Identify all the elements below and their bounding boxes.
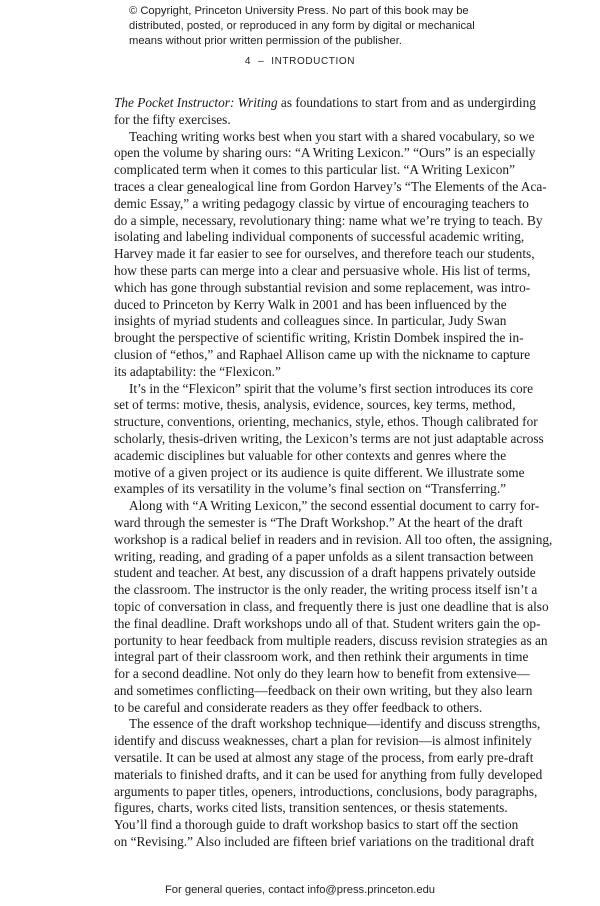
text-line: writing, reading, and grading of a paper unfolds as a silent transaction between	[114, 548, 534, 564]
text-line: You’ll find a thorough guide to draft workshop basics to start off the section	[114, 817, 519, 833]
copyright-notice	[129, 4, 474, 49]
text-line: motive of a given project or its audience is quite different. We illustrate some	[114, 464, 525, 480]
text-line: do a simple, necessary, revolutionary thing: name what we’re trying to teach. By	[114, 212, 543, 228]
text-line: to be careful and considerate readers as they offer feedback to others.	[114, 699, 483, 715]
copyright-line: means without prior written permission of the publisher.	[129, 35, 402, 47]
paragraph-3	[114, 380, 544, 499]
text-line: figures, charts, works cited lists, transition sentences, or thesis statements.	[114, 800, 508, 816]
text-line: isolating and labeling individual components of successful academic writing,	[114, 229, 525, 245]
copyright-line: distributed, posted, or reproduced in any form by digital or mechanical	[129, 20, 475, 32]
running-head	[0, 56, 600, 67]
paragraph-4	[114, 498, 553, 716]
text-line: traces a clear genealogical line from Gordon Harvey’s “The Elements of the Aca-	[114, 178, 547, 194]
text-line: complicated term when it comes to this particular list. “A Writing Lexicon”	[114, 162, 515, 178]
text-line: identify and discuss weaknesses, chart a plan for revision—is almost infinitely	[114, 733, 532, 749]
running-head-separator: –	[258, 56, 265, 67]
text-line: on “Revising.” Also included are fifteen brief variations on the traditional draft	[114, 834, 535, 850]
text-line: versatile. It can be used at almost any stage of the process, from early pre-draft	[114, 750, 534, 766]
paragraph-1	[114, 95, 536, 129]
text-line: scholarly, thesis-driven writing, the Lexicon’s terms are not just adaptable across	[114, 430, 544, 446]
text-line: for a second deadline. Not only do they learn how to benefit from extensive—	[114, 666, 530, 682]
text-line: Teaching writing works best when you start with a shared vocabulary, so we	[129, 128, 535, 144]
text-line: ward through the semester is “The Draft Workshop.” At the heart of the draft	[114, 514, 523, 530]
text-line: clusion of “ethos,” and Raphael Allison came up with the nickname to capture	[114, 346, 531, 362]
text-line: the final deadline. Draft workshops undo all of that. Student writers gain the op-	[114, 615, 541, 631]
text-line: the classroom. The instructor is the only reader, the writing process itself isn’t a	[114, 582, 538, 598]
text-line: Harvey made it far easier to see for ourselves, and therefore teach our students,	[114, 246, 535, 262]
paragraph-2	[114, 128, 547, 381]
text-line: which has gone through substantial revision and some replacement, was intro-	[114, 279, 531, 295]
page-number: 4	[244, 56, 252, 67]
copyright-line: © Copyright, Princeton University Press. No part of this book may be	[129, 5, 469, 17]
text-line: duced to Princeton by Kerry Walk in 2001 and has been influenced by the	[114, 296, 507, 312]
text-line: arguments to paper titles, openers, introductions, conclusions, body paragraphs,	[114, 783, 538, 799]
text-line: It’s in the “Flexicon” spirit that the volume’s first section introduces its core	[129, 380, 533, 396]
text-line: integral part of their classroom work, and then rethink their arguments in time	[114, 649, 529, 665]
text-line: materials to finished drafts, and it can be used for anything from fully developed	[114, 766, 543, 782]
text-line: The essence of the draft workshop technique—identify and discuss strengths,	[129, 716, 541, 732]
text-span: as foundations to start from and as undergirding	[277, 95, 536, 110]
text-line: portunity to hear feedback from multiple readers, discuss revision strategies as an	[114, 632, 548, 648]
body-text	[114, 95, 553, 851]
book-title: The Pocket Instructor: Writing	[114, 95, 278, 110]
text-line: student and teacher. At best, any discussion of a draft happens privately outside	[114, 565, 536, 581]
text-line: examples of its versatility in the volume’s final section on “Transferring.”	[114, 481, 507, 497]
text-line: academic disciplines but valuable for other contexts and genres where the	[114, 447, 507, 463]
text-line: Along with “A Writing Lexicon,” the second essential document to carry for-	[129, 498, 540, 514]
text-line: its adaptability: the “Flexicon.”	[114, 363, 281, 379]
text-line: insights of myriad students and colleagues since. In particular, Judy Swan	[114, 313, 507, 329]
section-title: INTRODUCTION	[271, 56, 356, 67]
text-line: structure, conventions, orienting, mechanics, style, ethos. Though calibrated for	[114, 414, 538, 430]
text-line: topic of conversation in class, and frequently there is just one deadline that is also	[114, 598, 549, 614]
text-line: brought the perspective of scientific writing, Kristin Dombek inspired the in-	[114, 330, 524, 346]
text-line: open the volume by sharing ours: “A Writing Lexicon.” “Ours” is an especially	[114, 145, 536, 161]
text-line: for the fifty exercises.	[114, 111, 231, 127]
text-line: and sometimes conflicting—feedback on their own writing, but they also learn	[114, 682, 533, 698]
text-line: set of terms: motive, thesis, analysis, evidence, sources, key terms, method,	[114, 397, 516, 413]
text-line: workshop is a radical belief in readers and in revision. All too often, the assigning,	[114, 531, 553, 547]
text-line: demic Essay,” a writing pedagogy classic by virtue of encouraging teachers to	[114, 195, 529, 211]
text-line	[114, 95, 536, 112]
page-footer: For general queries, contact info@press.princeton.edu	[164, 884, 436, 896]
text-line: how these parts can merge into a clear and persuasive whole. His list of terms,	[114, 262, 531, 278]
paragraph-5	[114, 716, 543, 850]
